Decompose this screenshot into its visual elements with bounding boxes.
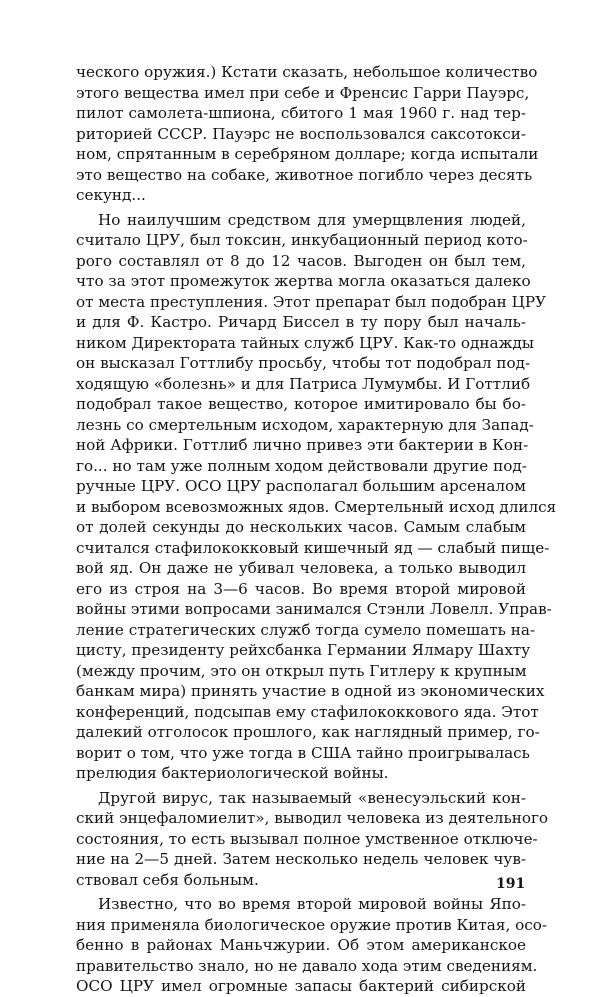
text-line: Другой вирус, так называемый «венесуэльский кон- (98, 788, 526, 807)
text-line: его из строя на 3—6 часов. Во время второй мировой (76, 579, 526, 598)
page-number: 191 (496, 876, 526, 892)
text-line: го... но там уже полным ходом действовали другие под- (76, 456, 527, 475)
text-line: секунд... (76, 186, 146, 204)
text-line: (между прочим, это он открыл путь Гитлеру к крупным (76, 661, 527, 680)
text-line: от места преступления. Этот препарат был подобран ЦРУ (76, 292, 547, 311)
text-line: ния применяла биологическое оружие против Китая, осо- (76, 915, 548, 934)
text-line: он высказал Готтлибу просьбу, чтобы тот подобрал под- (76, 354, 531, 372)
text-line: ление стратегических служб тогда сумело помешать на- (76, 620, 536, 639)
text-line: лезнь со смертельным исходом, характерную для Запад- (76, 415, 534, 434)
text-line: что за этот промежуток жертва могла оказаться далеко (76, 272, 531, 290)
text-line: рого составлял от 8 до 12 часов. Выгоден он был тем, (76, 251, 526, 270)
text-line: от долей секунды до нескольких часов. Самым слабым (76, 518, 526, 536)
book-page-text (76, 62, 557, 997)
text-line: вой яд. Он даже не убивал человека, а только выводил (76, 559, 526, 577)
text-line: бенно в районах Маньчжурии. Об этом американское (76, 936, 526, 954)
text-line: ном, спрятанным в серебряном долларе; когда испытали (76, 145, 539, 163)
text-line: ником Директората тайных служб ЦРУ. Как-то однажды (76, 333, 534, 352)
text-line: и для Ф. Кастро. Ричард Биссел в ту пору был началь- (76, 313, 526, 331)
text-line: пилот самолета-шпиона, сбитого 1 мая 1960 г. над тер- (76, 104, 526, 122)
paragraph-2 (76, 210, 557, 784)
text-line: этого вещества имел при себе и Френсис Гарри Пауэрс, (76, 83, 530, 102)
text-line: войны этими вопросами занимался Стэнли Ловелл. Управ- (76, 600, 552, 618)
text-line: ние на 2—5 дней. Затем несколько недель человек чув- (76, 850, 526, 868)
text-line: ворит о том, что уже тогда в США тайно проигрывалась (76, 743, 530, 762)
text-line: считало ЦРУ, был токсин, инкубационный период кото- (76, 231, 528, 249)
text-line: ский энцефаломиелит», выводил человека из деятельного (76, 809, 549, 827)
text-line: риторией СССР. Пауэрс не воспользовался саксотокси- (76, 124, 526, 143)
paragraph-4 (76, 894, 548, 997)
text-line: ческого оружия.) Кстати сказать, небольшое количество (76, 63, 538, 81)
text-line: далекий отголосок прошлого, как наглядный пример, го- (76, 723, 540, 741)
text-line: состояния, то есть вызывал полное умственное отключе- (76, 829, 538, 848)
text-line: банкам мира) принять участие в одной из экономических (76, 682, 545, 700)
text-line: Но наилучшим средством для умерщвления людей, (98, 210, 526, 229)
text-line: считался стафилококковый кишечный яд — слабый пище- (76, 538, 550, 557)
text-line: цисту, президенту рейхсбанка Германии Ялмару Шахту (76, 641, 531, 659)
text-line: ствовал себя больным. (76, 870, 259, 889)
paragraph-3 (76, 788, 549, 891)
text-line: Известно, что во время второй мировой войны Япо- (98, 895, 526, 913)
text-line: подобрал такое вещество, которое имитировало бы бо- (76, 395, 526, 413)
text-line: прелюдия бактериологической войны. (76, 764, 389, 782)
text-line: ходящую «болезнь» и для Патриса Лумумбы. И Готтлиб (76, 374, 531, 393)
paragraph-1 (76, 62, 539, 206)
text-line: правительство знало, но не давало хода этим сведениям. (76, 956, 538, 975)
text-line: ной Африки. Готтлиб лично привез эти бактерии в Кон- (76, 436, 529, 454)
text-line: и выбором всевозможных ядов. Смертельный исход длился (76, 497, 557, 516)
text-line: конференций, подсыпав ему стафилококкового яда. Этот (76, 702, 539, 721)
text-line: это вещество на собаке, животное погибло через десять (76, 165, 533, 184)
text-line: ОСО ЦРУ имел огромные запасы бактерий сибирской (76, 977, 526, 995)
text-line: ручные ЦРУ. ОСО ЦРУ располагал большим арсеналом (76, 477, 526, 495)
